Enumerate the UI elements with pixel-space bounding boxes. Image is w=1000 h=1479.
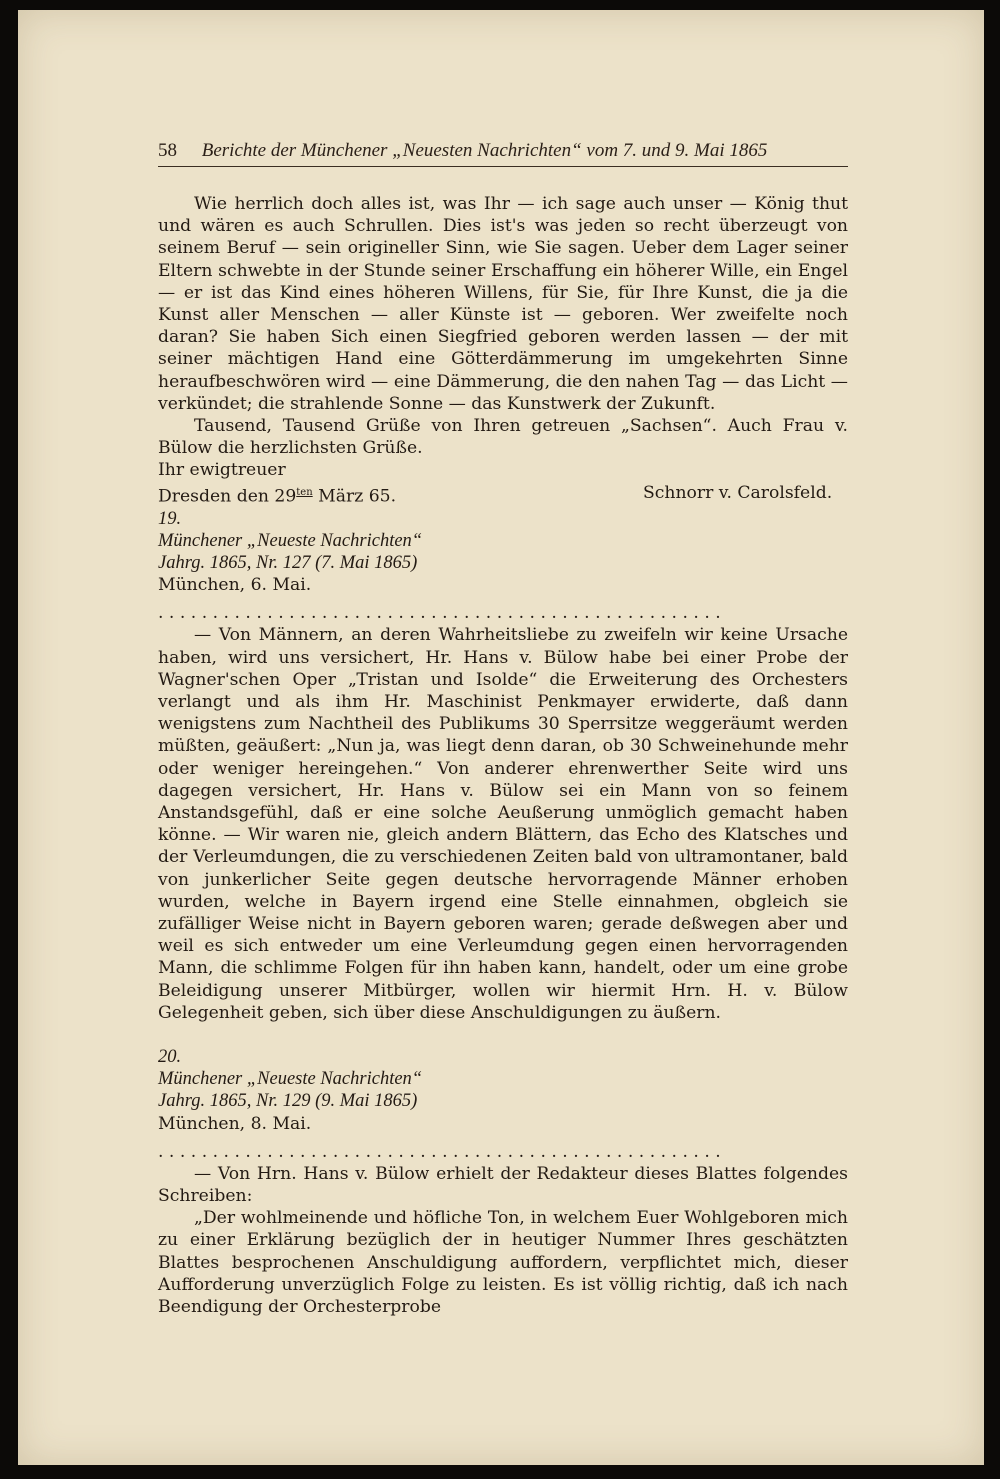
section-19-place: München, 6. Mai. <box>158 575 312 596</box>
section-19-text: — Von Männern, an deren Wahrheitsliebe zu zweifeln wir keine Ursache haben, wird uns versichert, Hr. Hans v. Bülow habe bei einer Probe der Wagner'schen Oper „Tristan und Isolde“ die Erweiterung des Orchesters verlangt und als ihm Hr. Maschinist Penkmayer erwiderte, daß dann wenigstens zum Nachtheil des Publikums 30 Sperrsitze weggeräumt werden müßten, geäußert: „Nun ja, was liegt denn daran, ob 30 Schweinehunde mehr oder weniger hereingehen.“ Von anderer ehrenwerther Seite wird uns dagegen versichert, Hr. Hans v. Bülow sei ein Mann von so feinem Anstandsgefühl, daß er eine solche Aeußerung unmöglich gemacht haben könne. — Wir waren nie, gleich andern Blättern, das Echo des Klatsches und der Verleumdungen, die zu verschiedenen Zeiten bald von ultramontaner, bald von junkerlicher Seite gegen deutsche hervorragende Männer erhoben wurden, welche in Bayern irgend eine Stelle einnahmen, obgleich sie zufälliger Weise nicht in Bayern geboren waren; gerade deßwegen aber und weil es sich entweder um eine Verleumdung gegen einen hervorragenden Mann, die schlimme Folgen für ihn haben kann, handelt, oder um eine grobe Beleidigung unserer Mitbürger, wollen wir hiermit Hrn. H. v. Bülow Gelegenheit geben, sich über diese Anschuldigungen zu äußern. <box>158 625 848 1023</box>
header-title: Berichte der Münchener „Neuesten Nachrichten“ vom 7. und 9. Mai 1865 <box>201 140 768 161</box>
section-20-place: München, 8. Mai. <box>158 1113 312 1134</box>
section-20-source: Münchener „Neueste Nachrichten“ <box>158 1069 423 1090</box>
section-20-intro: — Von Hrn. Hans v. Bülow erhielt der Redakteur dieses Blattes folgendes Schreiben: <box>158 1163 848 1207</box>
page-number: 58 <box>158 140 177 161</box>
section-20-dots: . . . . . . . . . . . . . . . . . . . . . . . . . . . . . . . . . . . . . . . . . . . . . . . . . . . . <box>158 1141 721 1162</box>
closing-text: Ihr ewigtreuer <box>158 460 286 481</box>
letter-signature: Schnorr v. Carolsfeld. <box>643 482 833 503</box>
date-suffix: März 65. <box>312 486 397 507</box>
section-20-quote: „Der wohlmeinende und höfliche Ton, in welchem Euer Wohlgeboren mich zu einer Erklärung bezüglich der in heutiger Nummer Ihres geschätzten Blattes besprochenen Anschuldigung auffordern, verpflichtet mich, dieser Aufforderung unverzüglich Folge zu leisten. Es ist völlig richtig, daß ich nach Beendigung der Orchesterprobe <box>158 1208 848 1318</box>
section-20-issue: Jahrg. 1865, Nr. 129 (9. Mai 1865) <box>158 1091 418 1112</box>
letter-date-signature <box>158 482 848 508</box>
date-prefix: Dresden den 29 <box>158 486 297 507</box>
section-19-issue: Jahrg. 1865, Nr. 127 (7. Mai 1865) <box>158 552 418 573</box>
letter-paragraph-2: Tausend, Tausend Grüße von Ihren getreuen „Sachsen“. Auch Frau v. Bülow die herzlichsten Grüße. <box>158 416 848 459</box>
section-19-source: Münchener „Neueste Nachrichten“ <box>158 530 423 551</box>
letter-closing <box>158 459 848 481</box>
page-body <box>158 193 848 1318</box>
date-sup: ten <box>296 486 313 498</box>
letter-paragraph-1: Wie herrlich doch alles ist, was Ihr — ich sage auch unser — König thut und wären es auch Schrullen. Dies ist's was jeden so recht überzeugt von seinem Beruf — sein origineller Sinn, wie Sie sagen. Ueber dem Lager seiner Eltern schwebte in der Stunde seiner Erschaffung ein höherer Wille, ein Engel — er ist das Kind eines höheren Willens, für Sie, für Ihre Kunst, die ja die Kunst aller Menschen — aller Künste ist — geboren. Wer zweifelte noch daran? Sie haben Sich einen Siegfried geboren werden lassen — der mit seiner mächtigen Hand eine Götterdämmerung im umgekehrten Sinne heraufbeschwören wird — eine Dämmerung, die den nahen Tag — das Licht — verkündet; die strahlende Sonne — das Kunstwerk der Zukunft. <box>158 194 848 414</box>
running-header <box>158 140 848 167</box>
section-19-dots: . . . . . . . . . . . . . . . . . . . . . . . . . . . . . . . . . . . . . . . . . . . . . . . . . . . . <box>158 603 721 624</box>
section-19-number: 19. <box>158 508 182 529</box>
book-page <box>18 10 984 1465</box>
section-20-number: 20. <box>158 1047 182 1068</box>
section-gap <box>158 1024 848 1046</box>
letter-date <box>158 482 396 508</box>
